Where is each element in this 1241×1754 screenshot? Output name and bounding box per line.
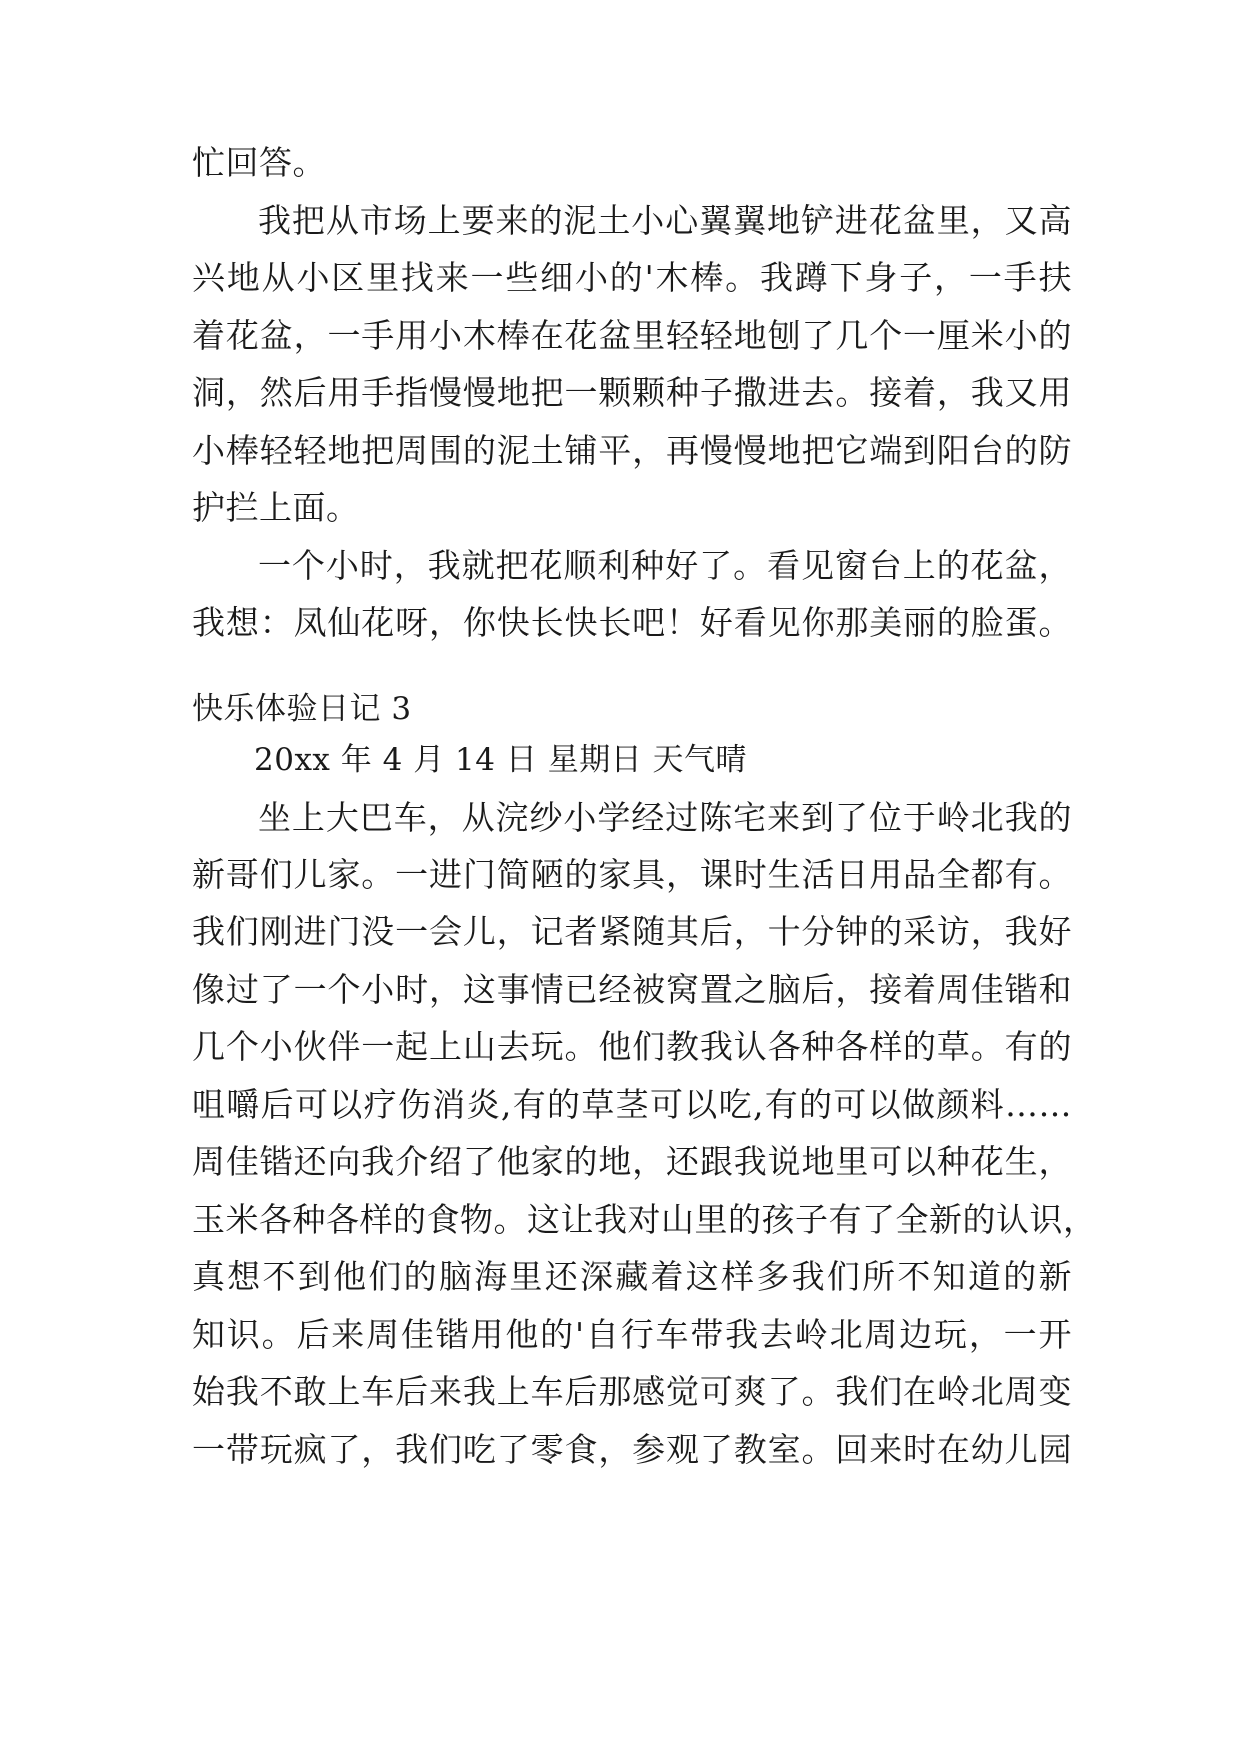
paragraph-line: 周佳锴还向我介绍了他家的地，还跟我说地里可以种花生， xyxy=(192,1142,1072,1181)
paragraph-line: 兴地从小区里找来一些细小的'木棒。我蹲下身子，一手扶 xyxy=(192,258,1072,297)
paragraph-line: 咀嚼后可以疗伤消炎,有的草茎可以吃,有的可以做颜料…… xyxy=(192,1085,1072,1124)
paragraph-line: 洞，然后用手指慢慢地把一颗颗种子撒进去。接着，我又用 xyxy=(192,373,1072,412)
paragraph-line: 真想不到他们的脑海里还深藏着这样多我们所不知道的新 xyxy=(192,1257,1072,1296)
paragraph-line: 始我不敢上车后来我上车后那感觉可爽了。我们在岭北周变 xyxy=(192,1372,1072,1411)
paragraph-line: 新哥们儿家。一进门简陋的家具，课时生活日用品全都有。 xyxy=(192,855,1072,894)
paragraph-line: 坐上大巴车，从浣纱小学经过陈宅来到了位于岭北我的 xyxy=(258,798,1072,837)
paragraph-line: 几个小伙伴一起上山去玩。他们教我认各种各样的草。有的 xyxy=(192,1027,1072,1066)
paragraph-line: 知识。后来周佳锴用他的'自行车带我去岭北周边玩，一开 xyxy=(192,1315,1072,1354)
paragraph-line: 着花盆，一手用小木棒在花盆里轻轻地刨了几个一厘米小的 xyxy=(192,316,1072,355)
diary-title: 快乐体验日记 3 xyxy=(192,691,412,727)
paragraph-line: 玉米各种各样的食物。这让我对山里的孩子有了全新的认识， xyxy=(192,1200,1097,1239)
paragraph-line: 像过了一个小时，这事情已经被窝置之脑后，接着周佳锴和 xyxy=(192,970,1072,1009)
paragraph-line: 一个小时，我就把花顺利种好了。看见窗台上的花盆， xyxy=(258,546,1072,585)
paragraph-line: 小棒轻轻地把周围的泥土铺平，再慢慢地把它端到阳台的防 xyxy=(192,431,1072,470)
paragraph-line: 我把从市场上要来的泥土小心翼翼地铲进花盆里，又高 xyxy=(258,201,1072,240)
paragraph-line: 我想：凤仙花呀，你快长快长吧！好看见你那美丽的脸蛋。 xyxy=(192,603,1072,642)
paragraph-line: 忙回答。 xyxy=(192,143,326,182)
paragraph-line: 护拦上面。 xyxy=(192,488,360,527)
paragraph-line: 我们刚进门没一会儿，记者紧随其后，十分钟的采访，我好 xyxy=(192,912,1072,951)
paragraph-line: 一带玩疯了，我们吃了零食，参观了教室。回来时在幼儿园 xyxy=(192,1430,1072,1469)
diary-date: 20xx 年 4 月 14 日 星期日 天气晴 xyxy=(254,742,748,778)
